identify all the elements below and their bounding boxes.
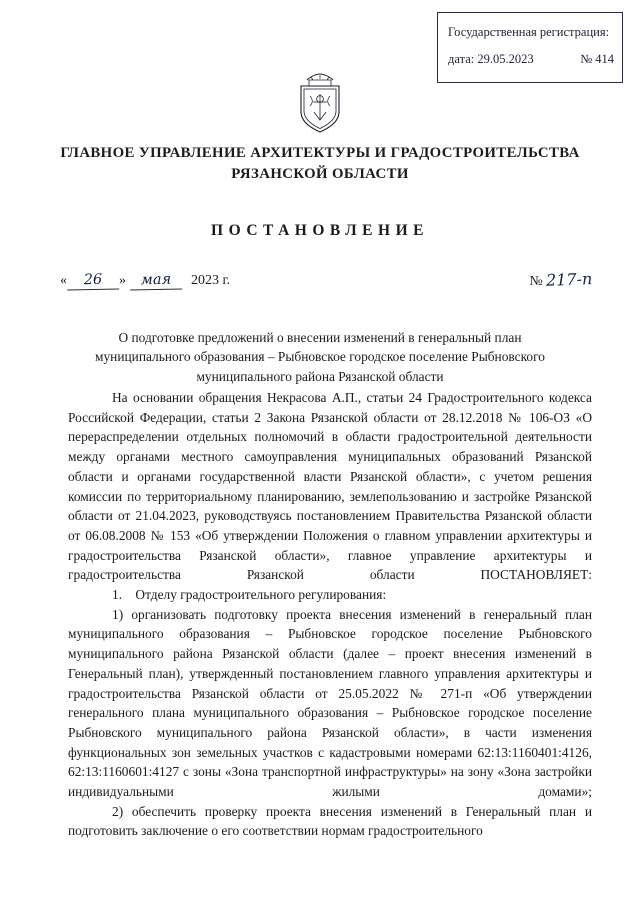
organization-title-line-2: РЯЗАНСКОЙ ОБЛАСТИ bbox=[231, 166, 409, 183]
document-body bbox=[68, 388, 592, 841]
body-item-1-1: 1) организовать подготовку проекта внесения изменений в генеральный план муниципального образования – Рыбновское городское поселение Рыбновского муниципального района Рязанской области (далее – проект внесения изменений в Генеральный план), утвержденный постановлением главного управления архитектуры и градостроительства Рязанской области от 25.05.2022 № 271-п «Об утверждении генерального плана муниципального образования – Рыбновское городское поселение Рыбновского муниципального района Рязанской области», в части изменения функциональных зон земельных участков с кадастровыми номерами 62:13:1160401:4126, 62:13:1160601:4127 с зоны «Зона транспортной инфраструктуры» на зону «Зона застройки индивидуальными жилыми домами»; bbox=[68, 606, 592, 800]
document-date bbox=[60, 272, 230, 290]
organization-title bbox=[50, 143, 590, 186]
registration-number-value: 414 bbox=[595, 52, 614, 67]
document-day-handwritten: 26 bbox=[67, 271, 119, 290]
coat-of-arms-icon bbox=[0, 72, 640, 134]
registration-date-label: дата: bbox=[448, 52, 475, 67]
document-year: 2023 г. bbox=[191, 273, 231, 288]
body-item-1-2: 2) обеспечить проверку проекта внесения изменений в Генеральный план и подготовить заключение о его соответствии нормам градостроительного bbox=[68, 803, 592, 839]
document-subject-line-3: муниципального района Рязанской области bbox=[196, 368, 444, 384]
registration-date-value: 29.05.2023 bbox=[477, 52, 534, 67]
registration-number bbox=[580, 50, 614, 69]
document-meta-row bbox=[60, 269, 593, 298]
document-subject-line-1: О подготовке предложений о внесении изменений в генеральный план bbox=[118, 330, 522, 345]
document-subject-line-2: муниципального образования – Рыбновское городское поселение Рыбновского bbox=[95, 349, 545, 365]
registration-stamp-details bbox=[448, 50, 614, 69]
document-number bbox=[529, 270, 592, 290]
document-subject bbox=[78, 328, 562, 386]
document-number-handwritten: 217-п bbox=[545, 269, 593, 290]
document-number-label: № bbox=[529, 274, 543, 289]
organization-title-line-1: ГЛАВНОЕ УПРАВЛЕНИЕ АРХИТЕКТУРЫ И ГРАДОСТРОИТЕЛЬСТВА bbox=[60, 145, 580, 161]
registration-date bbox=[448, 50, 534, 69]
quote-open: « bbox=[60, 273, 67, 288]
quote-close: » bbox=[119, 273, 126, 288]
registration-number-label: № bbox=[580, 52, 593, 67]
registration-stamp-title: Государственная регистрация: bbox=[448, 25, 610, 39]
body-paragraph-1: На основании обращения Некрасова А.П., статьи 24 Градостроительного кодекса Российской Федерации, статьи 2 Закона Рязанской области от 28.12.2018 № 106-ОЗ «О перераспределении отдельных полномочий в области градостроительной деятельности между органами местного самоуправления муниципальных образований Рязанской области и органами государственной власти Рязанской области», с учетом решения комиссии по территориальному планированию, землепользованию и застройке Рязанской области от 21.04.2023, руководствуясь постановлением Правительства Рязанской области от 06.08.2008 № 153 «Об утверждении Положения о главном управлении архитектуры и градостроительства Рязанской области», главное управление архитектуры и градостроительства Рязанской области ПОСТАНОВЛЯЕТ: bbox=[68, 390, 592, 583]
document-month-handwritten: мая bbox=[129, 271, 181, 290]
document-type-heading: ПОСТАНОВЛЕНИЕ bbox=[211, 222, 429, 239]
body-item-1-intro: 1. Отделу градостроительного регулирования: bbox=[112, 587, 387, 603]
